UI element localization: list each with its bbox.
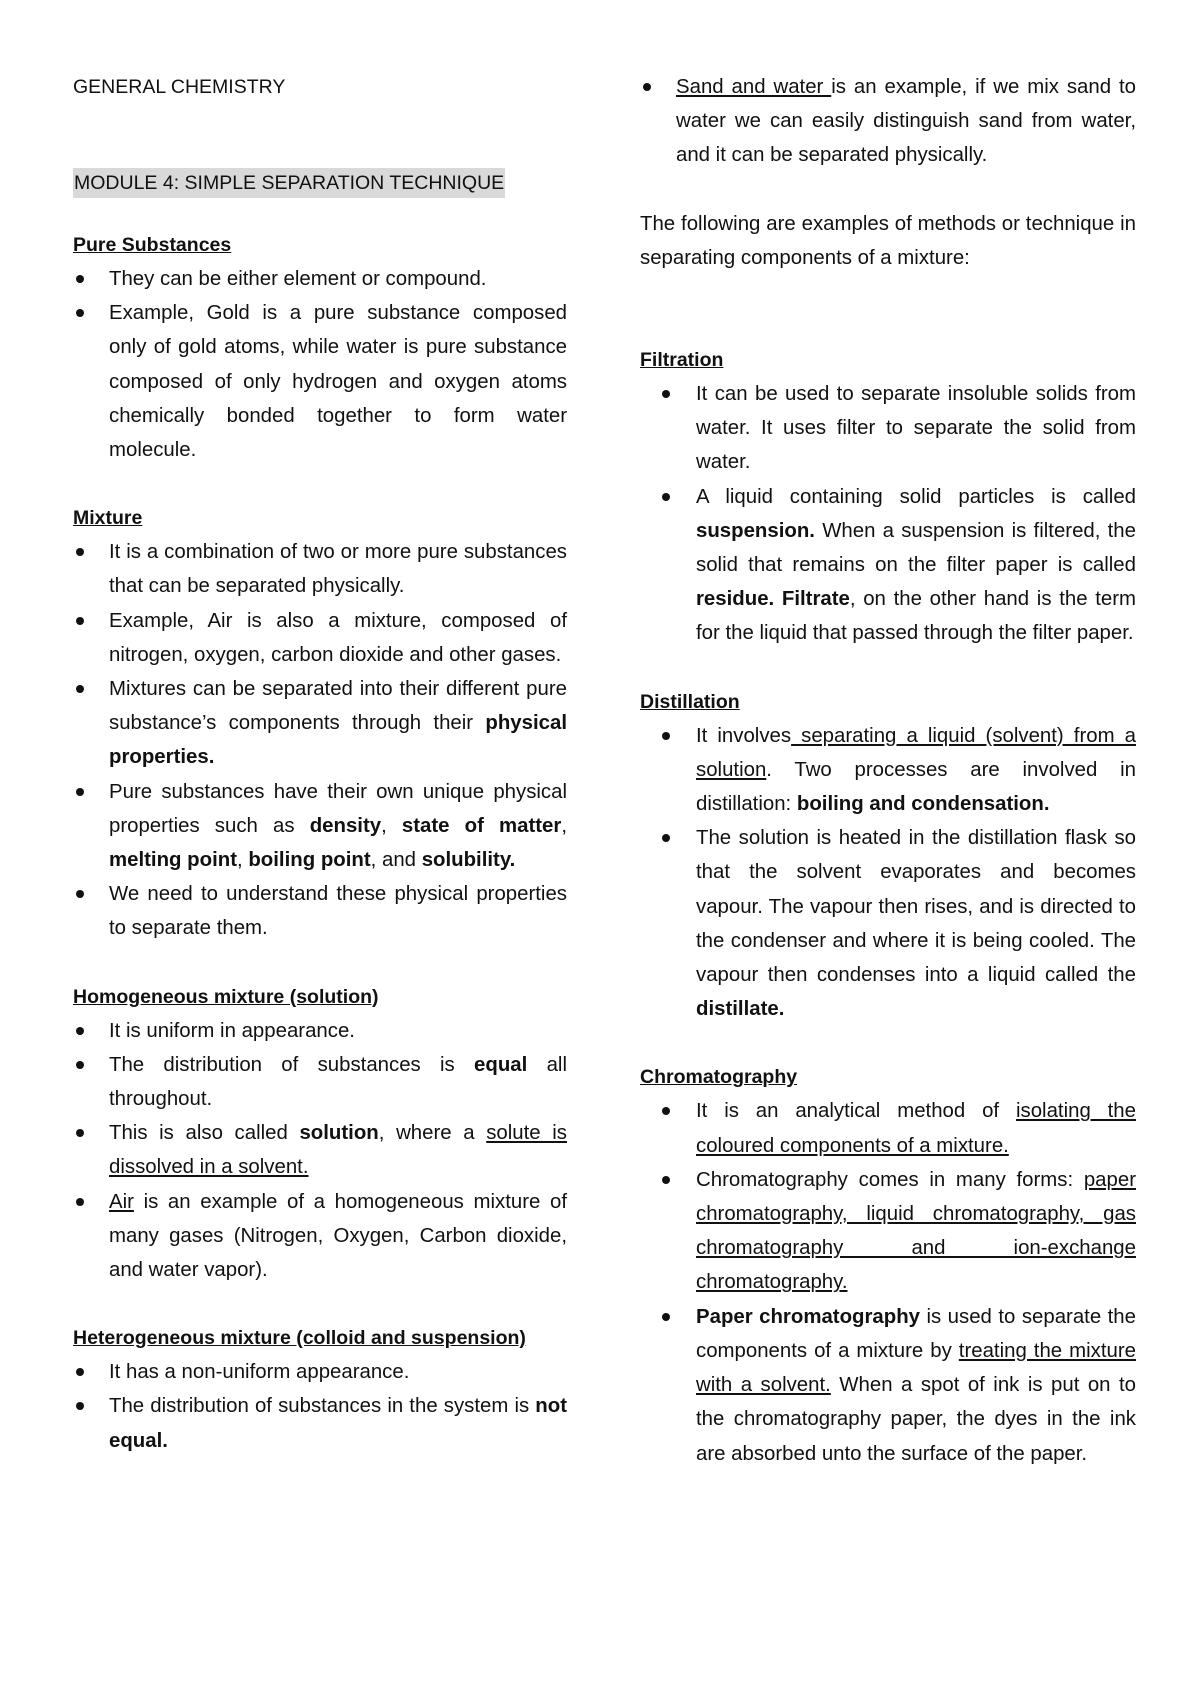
mixture-list — [73, 535, 567, 945]
distillation-list — [640, 719, 1136, 1027]
list-item: It can be used to separate insoluble solids from water. It uses filter to separate the solid from water. — [640, 377, 1136, 480]
pure-substances-heading: Pure Substances — [73, 234, 232, 256]
list-item: It is an analytical method of isolating the coloured components of a mixture. — [640, 1094, 1136, 1162]
list-item: It has a non-uniform appearance. — [73, 1355, 567, 1389]
homogeneous-heading: Homogeneous mixture (solution) — [73, 985, 379, 1008]
left-column — [73, 70, 567, 1458]
list-item: Mixtures can be separated into their different pure substance’s components through their physical properties. — [73, 672, 567, 775]
list-item: This is also called solution, where a solute is dissolved in a solvent. — [73, 1116, 567, 1184]
sand-water-list — [640, 70, 1136, 173]
document-title: GENERAL CHEMISTRY — [73, 76, 286, 98]
heterogeneous-list — [73, 1355, 567, 1458]
pure-substances-list — [73, 262, 567, 467]
homogeneous-list — [73, 1014, 567, 1288]
list-item: Paper chromatography is used to separate the components of a mixture by treating the mixture with a solvent. When a spot of ink is put on to the chromatography paper, the dyes in the ink are absorbed unto the surface of the paper. — [640, 1300, 1136, 1471]
chromatography-list — [640, 1094, 1136, 1470]
list-item: Air is an example of a homogeneous mixture of many gases (Nitrogen, Oxygen, Carbon dioxide, and water vapor). — [73, 1185, 567, 1288]
chromatography-heading: Chromatography — [640, 1066, 798, 1089]
list-item: The distribution of substances in the system is not equal. — [73, 1389, 567, 1457]
methods-intro: The following are examples of methods or technique in separating components of a mixture: — [640, 212, 1136, 269]
list-item: Pure substances have their own unique physical properties such as density, state of matter, melting point, boiling point, and solubility. — [73, 775, 567, 878]
list-item: A liquid containing solid particles is called suspension. When a suspension is filtered, the solid that remains on the filter paper is called residue. Filtrate, on the other hand is the term for the liquid that passed through the filter paper. — [640, 480, 1136, 651]
distillation-heading: Distillation — [640, 690, 740, 713]
list-item: Sand and water is an example, if we mix sand to water we can easily distinguish sand from water, and it can be separated physically. — [640, 70, 1136, 173]
list-item: Example, Air is also a mixture, composed of nitrogen, oxygen, carbon dioxide and other gases. — [73, 604, 567, 672]
list-item: It involves separating a liquid (solvent) from a solution. Two processes are involved in distillation: boiling and condensation. — [640, 719, 1136, 822]
list-item: Chromatography comes in many forms: paper chromatography, liquid chromatography, gas chromatography and ion-exchange chromatography. — [640, 1163, 1136, 1300]
list-item: We need to understand these physical properties to separate them. — [73, 877, 567, 945]
filtration-list — [640, 377, 1136, 651]
filtration-heading: Filtration — [640, 349, 724, 372]
right-column — [640, 70, 1136, 1471]
list-item: They can be either element or compound. — [73, 262, 567, 296]
list-item: The distribution of substances is equal all throughout. — [73, 1048, 567, 1116]
module-title: MODULE 4: SIMPLE SEPARATION TECHNIQUE — [73, 168, 505, 198]
list-item: Example, Gold is a pure substance composed only of gold atoms, while water is pure substance composed of only hydrogen and oxygen atoms chemically bonded together to form water molecule. — [73, 296, 567, 467]
list-item: The solution is heated in the distillation flask so that the solvent evaporates and becomes vapour. The vapour then rises, and is directed to the condenser and where it is being cooled. The vapour then condenses into a liquid called the distillate. — [640, 821, 1136, 1026]
heterogeneous-heading: Heterogeneous mixture (colloid and suspension) — [73, 1327, 526, 1350]
mixture-heading: Mixture — [73, 507, 143, 530]
list-item: It is a combination of two or more pure substances that can be separated physically. — [73, 535, 567, 603]
list-item: It is uniform in appearance. — [73, 1014, 567, 1048]
